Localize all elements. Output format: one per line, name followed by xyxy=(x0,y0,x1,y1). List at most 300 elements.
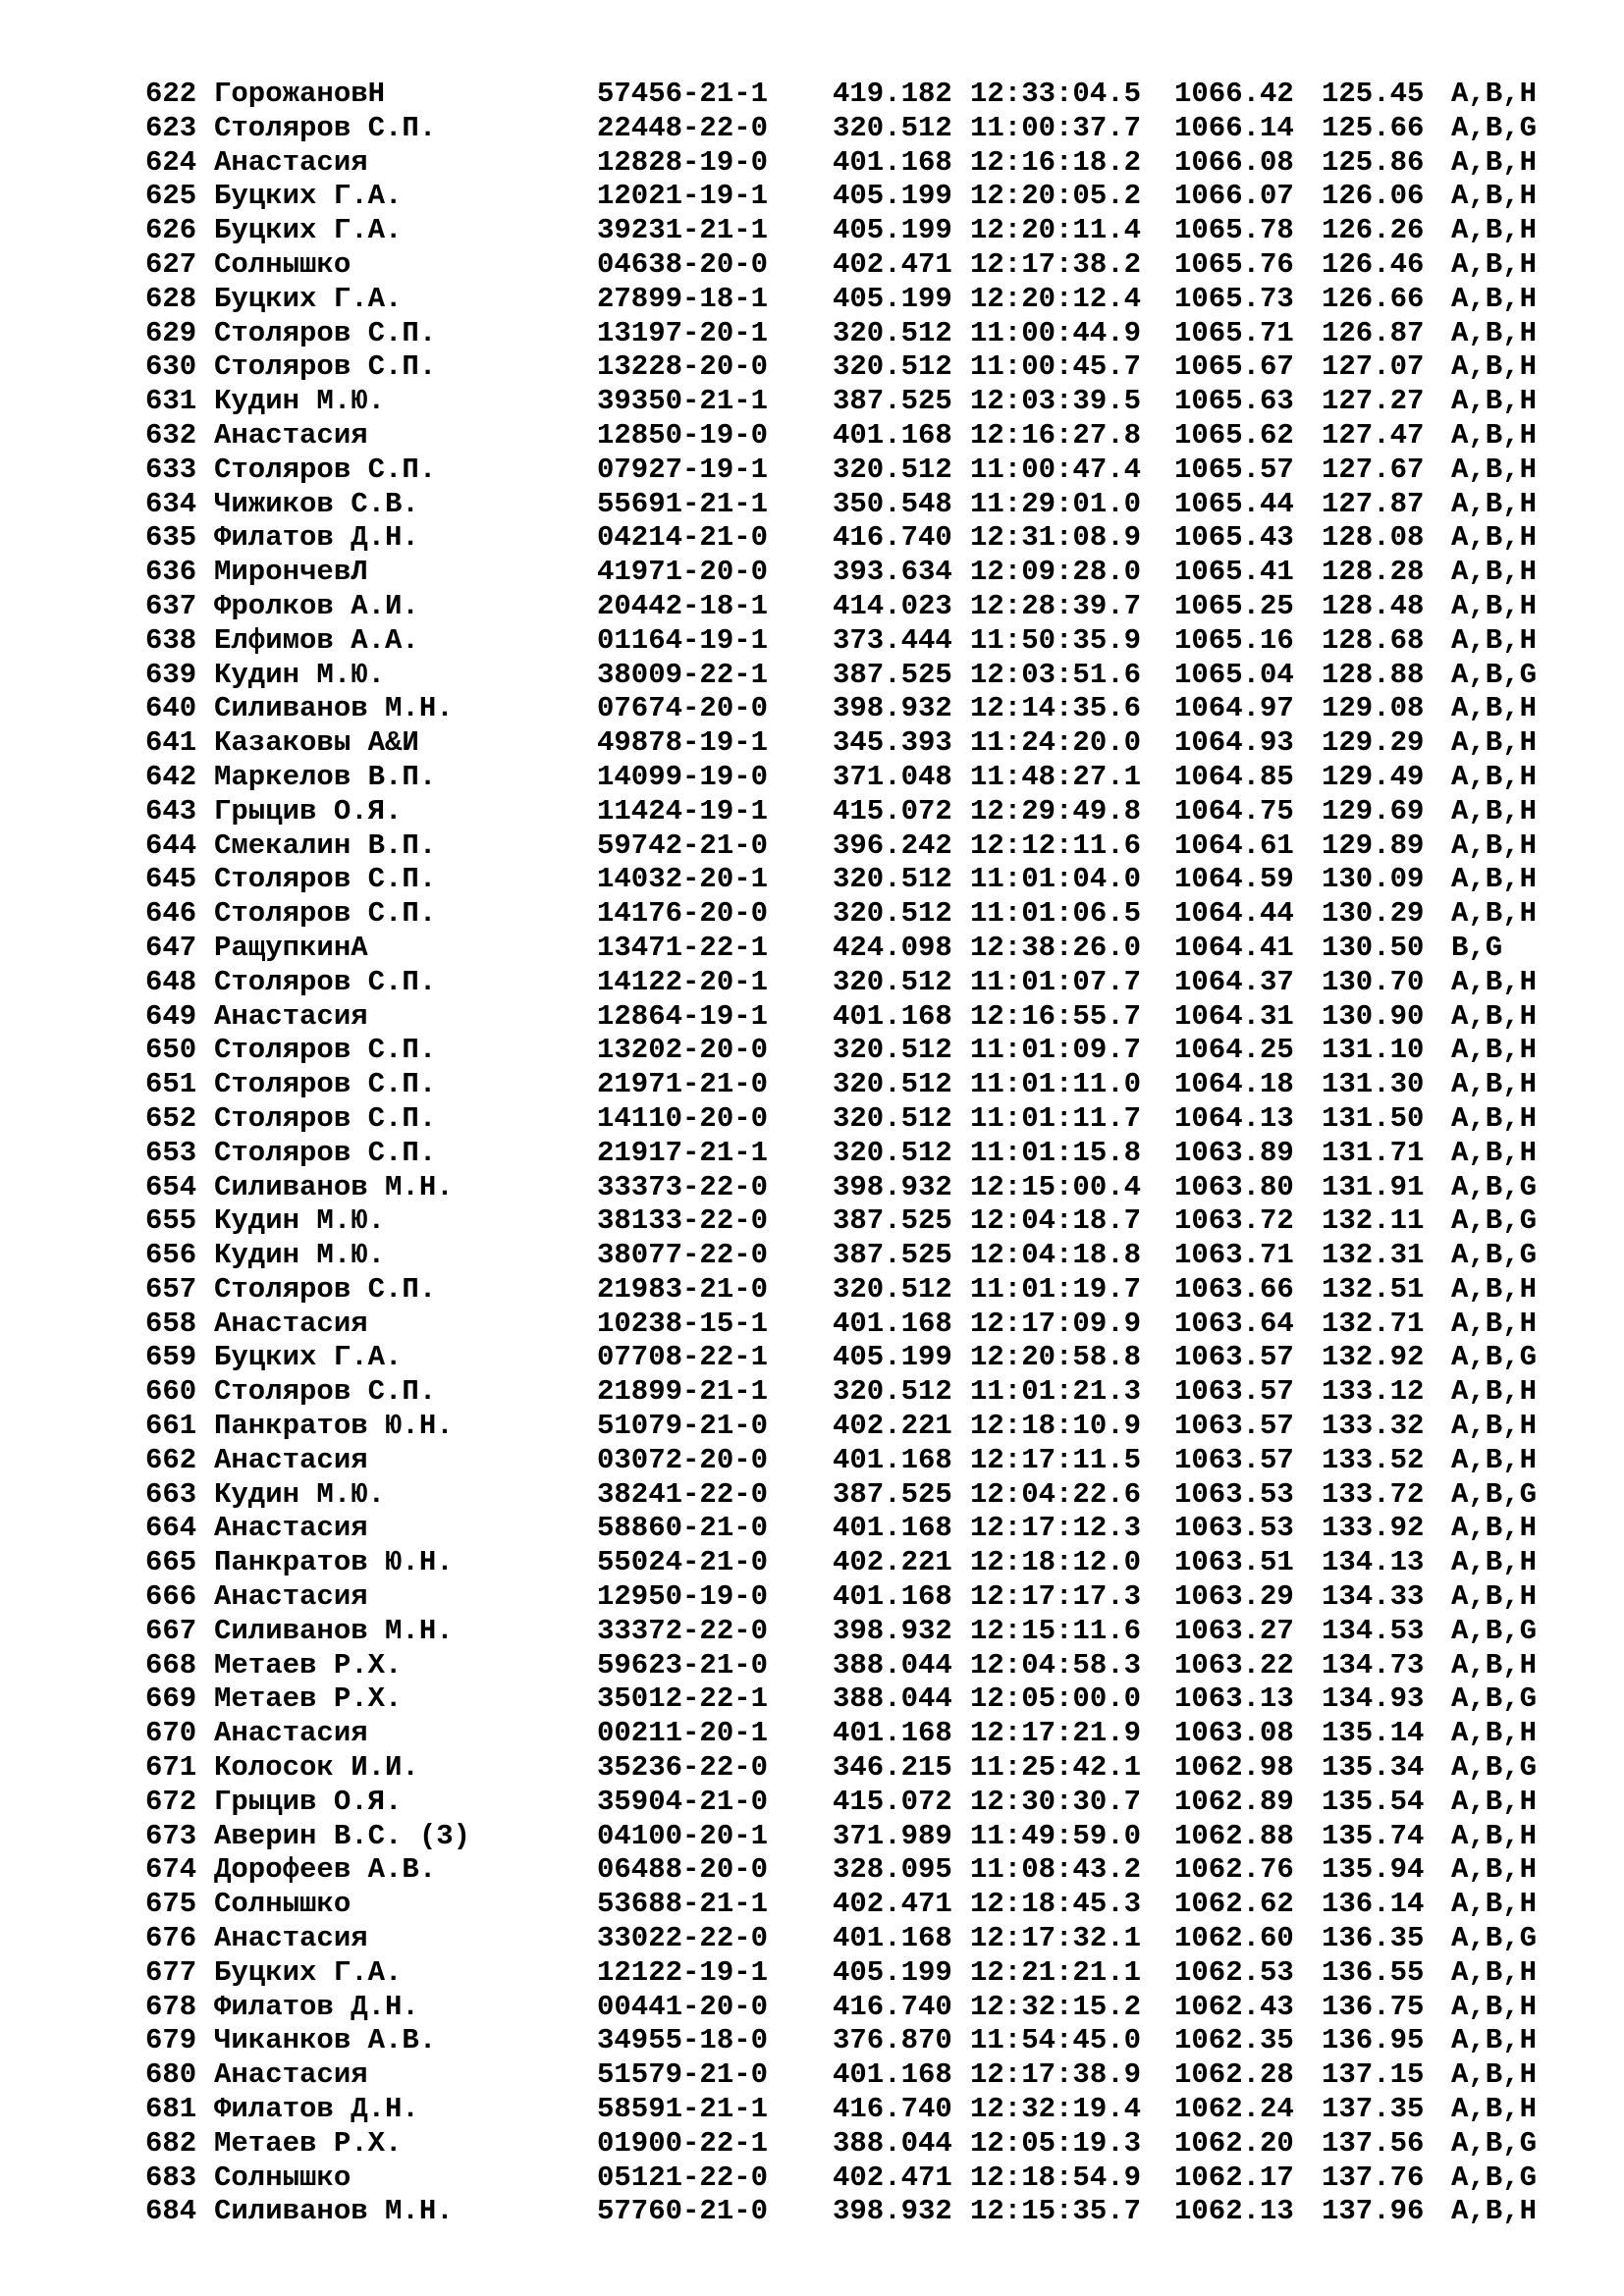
category-codes: A,B,H xyxy=(1451,1580,1538,1614)
participant-name: Филатов Д.Н. xyxy=(214,2093,419,2126)
points-value: 134.93 xyxy=(1322,1682,1425,1716)
category-codes: A,B,G xyxy=(1451,658,1538,691)
place-number: 634 xyxy=(145,487,197,520)
place-number: 633 xyxy=(145,453,197,486)
speed-value: 1064.41 xyxy=(1174,931,1294,964)
ring-number: 57760-21-0 xyxy=(597,2195,769,2228)
speed-value: 1063.57 xyxy=(1174,1443,1294,1476)
place-number: 671 xyxy=(145,1751,197,1785)
place-number: 630 xyxy=(145,350,197,384)
arrival-time: 11:29:01.0 xyxy=(970,487,1142,520)
points-value: 130.09 xyxy=(1322,863,1425,896)
ring-number: 12828-19-0 xyxy=(597,145,769,179)
ring-number: 14032-20-1 xyxy=(597,863,769,896)
place-number: 628 xyxy=(145,282,197,315)
participant-name: Столяров С.П. xyxy=(214,350,437,384)
distance-value: 388.044 xyxy=(833,1648,952,1682)
points-value: 127.87 xyxy=(1322,487,1425,520)
distance-value: 405.199 xyxy=(833,282,952,315)
distance-value: 401.168 xyxy=(833,2058,952,2092)
ring-number: 38241-22-0 xyxy=(597,1477,769,1511)
distance-value: 415.072 xyxy=(833,794,952,828)
speed-value: 1062.24 xyxy=(1174,2093,1294,2126)
ring-number: 11424-19-1 xyxy=(597,794,769,828)
place-number: 627 xyxy=(145,247,197,281)
points-value: 129.29 xyxy=(1322,726,1425,760)
participant-name: Кудин М.Ю. xyxy=(214,1477,386,1511)
place-number: 669 xyxy=(145,1682,197,1716)
arrival-time: 12:32:19.4 xyxy=(970,2093,1142,2126)
participant-name: Столяров С.П. xyxy=(214,1101,437,1135)
distance-value: 387.525 xyxy=(833,658,952,691)
category-codes: A,B,H xyxy=(1451,247,1538,281)
speed-value: 1063.89 xyxy=(1174,1136,1294,1169)
category-codes: A,B,G xyxy=(1451,1204,1538,1238)
category-codes: A,B,H xyxy=(1451,1034,1538,1067)
participant-name: Филатов Д.Н. xyxy=(214,521,419,555)
arrival-time: 12:16:27.8 xyxy=(970,418,1142,452)
distance-value: 387.525 xyxy=(833,1204,952,1238)
category-codes: A,B,H xyxy=(1451,316,1538,349)
arrival-time: 11:01:07.7 xyxy=(970,965,1142,998)
arrival-time: 11:00:44.9 xyxy=(970,316,1142,349)
ring-number: 21971-21-0 xyxy=(597,1068,769,1101)
category-codes: A,B,H xyxy=(1451,385,1538,418)
place-number: 662 xyxy=(145,1443,197,1476)
ring-number: 21983-21-0 xyxy=(597,1272,769,1306)
arrival-time: 11:01:06.5 xyxy=(970,897,1142,931)
distance-value: 320.512 xyxy=(833,1375,952,1409)
points-value: 136.75 xyxy=(1322,1990,1425,2023)
participant-name: Солнышко xyxy=(214,1888,352,1921)
points-value: 131.10 xyxy=(1322,1034,1425,1067)
ring-number: 00211-20-1 xyxy=(597,1717,769,1750)
place-number: 636 xyxy=(145,556,197,589)
place-number: 626 xyxy=(145,214,197,247)
arrival-time: 12:28:39.7 xyxy=(970,589,1142,622)
participant-name: Аверин В.С. (3) xyxy=(214,1819,471,1852)
place-number: 681 xyxy=(145,2093,197,2126)
arrival-time: 11:01:04.0 xyxy=(970,863,1142,896)
ring-number: 21917-21-1 xyxy=(597,1136,769,1169)
place-number: 624 xyxy=(145,145,197,179)
ring-number: 12950-19-0 xyxy=(597,1580,769,1614)
points-value: 131.50 xyxy=(1322,1101,1425,1135)
points-value: 130.70 xyxy=(1322,965,1425,998)
arrival-time: 12:38:26.0 xyxy=(970,931,1142,964)
points-value: 137.56 xyxy=(1322,2126,1425,2160)
arrival-time: 12:03:51.6 xyxy=(970,658,1142,691)
speed-value: 1063.29 xyxy=(1174,1580,1294,1614)
place-number: 659 xyxy=(145,1341,197,1374)
speed-value: 1064.44 xyxy=(1174,897,1294,931)
speed-value: 1062.89 xyxy=(1174,1785,1294,1818)
place-number: 639 xyxy=(145,658,197,691)
arrival-time: 12:18:12.0 xyxy=(970,1546,1142,1579)
participant-name: Кудин М.Ю. xyxy=(214,658,386,691)
points-value: 135.74 xyxy=(1322,1819,1425,1852)
ring-number: 13197-20-1 xyxy=(597,316,769,349)
place-number: 625 xyxy=(145,180,197,213)
arrival-time: 11:54:45.0 xyxy=(970,2024,1142,2057)
ring-number: 04214-21-0 xyxy=(597,521,769,555)
category-codes: A,B,H xyxy=(1451,1888,1538,1921)
speed-value: 1062.17 xyxy=(1174,2161,1294,2194)
ring-number: 06488-20-0 xyxy=(597,1853,769,1887)
category-codes: A,B,H xyxy=(1451,78,1538,110)
ring-number: 14099-19-0 xyxy=(597,760,769,793)
participant-name: Грыцив О.Я. xyxy=(214,794,403,828)
category-codes: A,B,H xyxy=(1451,1648,1538,1682)
points-value: 134.33 xyxy=(1322,1580,1425,1614)
ring-number: 05121-22-0 xyxy=(597,2161,769,2194)
participant-name: Кудин М.Ю. xyxy=(214,1204,386,1238)
ring-number: 49878-19-1 xyxy=(597,726,769,760)
participant-name: Столяров С.П. xyxy=(214,1068,437,1101)
participant-name: Филатов Д.Н. xyxy=(214,1990,419,2023)
distance-value: 320.512 xyxy=(833,111,952,144)
participant-name: Столяров С.П. xyxy=(214,897,437,931)
place-number: 670 xyxy=(145,1717,197,1750)
points-value: 126.46 xyxy=(1322,247,1425,281)
participant-name: РащупкинА xyxy=(214,931,368,964)
place-number: 646 xyxy=(145,897,197,931)
place-number: 640 xyxy=(145,692,197,725)
speed-value: 1063.27 xyxy=(1174,1614,1294,1647)
speed-value: 1062.28 xyxy=(1174,2058,1294,2092)
distance-value: 401.168 xyxy=(833,418,952,452)
ring-number: 12122-19-1 xyxy=(597,1955,769,1989)
place-number: 672 xyxy=(145,1785,197,1818)
ring-number: 14176-20-0 xyxy=(597,897,769,931)
distance-value: 402.471 xyxy=(833,247,952,281)
points-value: 126.06 xyxy=(1322,180,1425,213)
speed-value: 1063.57 xyxy=(1174,1410,1294,1443)
arrival-time: 11:50:35.9 xyxy=(970,623,1142,657)
distance-value: 402.471 xyxy=(833,2161,952,2194)
ring-number: 33373-22-0 xyxy=(597,1170,769,1203)
category-codes: A,B,H xyxy=(1451,965,1538,998)
points-value: 129.89 xyxy=(1322,828,1425,862)
category-codes: A,B,H xyxy=(1451,760,1538,793)
speed-value: 1064.97 xyxy=(1174,692,1294,725)
distance-value: 401.168 xyxy=(833,1922,952,1955)
arrival-time: 12:31:08.9 xyxy=(970,521,1142,555)
ring-number: 10238-15-1 xyxy=(597,1307,769,1340)
place-number: 658 xyxy=(145,1307,197,1340)
speed-value: 1064.13 xyxy=(1174,1101,1294,1135)
participant-name: Анастасия xyxy=(214,1580,368,1614)
arrival-time: 11:01:09.7 xyxy=(970,1034,1142,1067)
place-number: 666 xyxy=(145,1580,197,1614)
speed-value: 1063.57 xyxy=(1174,1375,1294,1409)
distance-value: 401.168 xyxy=(833,1512,952,1545)
participant-name: Фролков А.И. xyxy=(214,589,419,622)
points-value: 126.26 xyxy=(1322,214,1425,247)
arrival-time: 12:04:58.3 xyxy=(970,1648,1142,1682)
speed-value: 1064.75 xyxy=(1174,794,1294,828)
distance-value: 388.044 xyxy=(833,2126,952,2160)
participant-name: Столяров С.П. xyxy=(214,863,437,896)
speed-value: 1063.71 xyxy=(1174,1239,1294,1272)
speed-value: 1064.18 xyxy=(1174,1068,1294,1101)
distance-value: 388.044 xyxy=(833,1682,952,1716)
speed-value: 1062.20 xyxy=(1174,2126,1294,2160)
category-codes: A,B,H xyxy=(1451,214,1538,247)
arrival-time: 12:29:49.8 xyxy=(970,794,1142,828)
distance-value: 373.444 xyxy=(833,623,952,657)
arrival-time: 12:17:17.3 xyxy=(970,1580,1142,1614)
ring-number: 07708-22-1 xyxy=(597,1341,769,1374)
ring-number: 03072-20-0 xyxy=(597,1443,769,1476)
ring-number: 38009-22-1 xyxy=(597,658,769,691)
participant-name: Буцких Г.А. xyxy=(214,180,403,213)
place-number: 635 xyxy=(145,521,197,555)
ring-number: 04638-20-0 xyxy=(597,247,769,281)
points-value: 129.49 xyxy=(1322,760,1425,793)
points-value: 130.90 xyxy=(1322,999,1425,1033)
arrival-time: 12:17:11.5 xyxy=(970,1443,1142,1476)
speed-value: 1065.41 xyxy=(1174,556,1294,589)
participant-name: Анастасия xyxy=(214,999,368,1033)
participant-name: Анастасия xyxy=(214,1717,368,1750)
speed-value: 1065.04 xyxy=(1174,658,1294,691)
place-number: 675 xyxy=(145,1888,197,1921)
arrival-time: 12:04:22.6 xyxy=(970,1477,1142,1511)
arrival-time: 12:21:21.1 xyxy=(970,1955,1142,1989)
distance-value: 401.168 xyxy=(833,999,952,1033)
distance-value: 346.215 xyxy=(833,1751,952,1785)
place-number: 648 xyxy=(145,965,197,998)
arrival-time: 11:00:45.7 xyxy=(970,350,1142,384)
arrival-time: 12:15:35.7 xyxy=(970,2195,1142,2228)
distance-value: 401.168 xyxy=(833,145,952,179)
category-codes: A,B,H xyxy=(1451,1307,1538,1340)
ring-number: 12850-19-0 xyxy=(597,418,769,452)
category-codes: A,B,H xyxy=(1451,453,1538,486)
arrival-time: 12:32:15.2 xyxy=(970,1990,1142,2023)
place-number: 677 xyxy=(145,1955,197,1989)
speed-value: 1063.53 xyxy=(1174,1512,1294,1545)
arrival-time: 12:17:21.9 xyxy=(970,1717,1142,1750)
category-codes: A,B,H xyxy=(1451,1068,1538,1101)
arrival-time: 11:01:11.0 xyxy=(970,1068,1142,1101)
points-value: 127.47 xyxy=(1322,418,1425,452)
participant-name: Буцких Г.А. xyxy=(214,282,403,315)
distance-value: 415.072 xyxy=(833,1785,952,1818)
category-codes: A,B,H xyxy=(1451,2195,1538,2228)
category-codes: A,B,H xyxy=(1451,1990,1538,2023)
category-codes: A,B,G xyxy=(1451,1239,1538,1272)
speed-value: 1065.44 xyxy=(1174,487,1294,520)
points-value: 132.11 xyxy=(1322,1204,1425,1238)
speed-value: 1063.08 xyxy=(1174,1717,1294,1750)
ring-number: 04100-20-1 xyxy=(597,1819,769,1852)
points-value: 129.69 xyxy=(1322,794,1425,828)
distance-value: 401.168 xyxy=(833,1443,952,1476)
participant-name: Панкратов Ю.Н. xyxy=(214,1546,454,1579)
category-codes: A,B,H xyxy=(1451,863,1538,896)
category-codes: A,B,H xyxy=(1451,180,1538,213)
distance-value: 328.095 xyxy=(833,1853,952,1887)
points-value: 130.29 xyxy=(1322,897,1425,931)
ring-number: 35236-22-0 xyxy=(597,1751,769,1785)
arrival-time: 12:15:11.6 xyxy=(970,1614,1142,1647)
distance-value: 320.512 xyxy=(833,453,952,486)
place-number: 661 xyxy=(145,1410,197,1443)
speed-value: 1065.25 xyxy=(1174,589,1294,622)
distance-value: 405.199 xyxy=(833,1955,952,1989)
arrival-time: 11:48:27.1 xyxy=(970,760,1142,793)
ring-number: 33372-22-0 xyxy=(597,1614,769,1647)
category-codes: A,B,H xyxy=(1451,418,1538,452)
category-codes: A,B,H xyxy=(1451,1717,1538,1750)
points-value: 125.86 xyxy=(1322,145,1425,179)
participant-name: Грыцив О.Я. xyxy=(214,1785,403,1818)
arrival-time: 12:20:05.2 xyxy=(970,180,1142,213)
distance-value: 401.168 xyxy=(833,1307,952,1340)
arrival-time: 11:01:11.7 xyxy=(970,1101,1142,1135)
speed-value: 1065.67 xyxy=(1174,350,1294,384)
place-number: 673 xyxy=(145,1819,197,1852)
participant-name: Буцких Г.А. xyxy=(214,1955,403,1989)
participant-name: ГорожановН xyxy=(214,78,386,110)
ring-number: 39350-21-1 xyxy=(597,385,769,418)
distance-value: 416.740 xyxy=(833,521,952,555)
points-value: 131.71 xyxy=(1322,1136,1425,1169)
arrival-time: 11:24:20.0 xyxy=(970,726,1142,760)
speed-value: 1062.35 xyxy=(1174,2024,1294,2057)
points-value: 137.96 xyxy=(1322,2195,1425,2228)
ring-number: 34955-18-0 xyxy=(597,2024,769,2057)
distance-value: 416.740 xyxy=(833,2093,952,2126)
points-value: 128.48 xyxy=(1322,589,1425,622)
points-value: 129.08 xyxy=(1322,692,1425,725)
ring-number: 27899-18-1 xyxy=(597,282,769,315)
points-value: 128.28 xyxy=(1322,556,1425,589)
category-codes: A,B,H xyxy=(1451,1785,1538,1818)
arrival-time: 12:20:11.4 xyxy=(970,214,1142,247)
points-value: 128.08 xyxy=(1322,521,1425,555)
category-codes: A,B,G xyxy=(1451,1751,1538,1785)
place-number: 663 xyxy=(145,1477,197,1511)
distance-value: 320.512 xyxy=(833,1272,952,1306)
category-codes: A,B,H xyxy=(1451,1853,1538,1887)
place-number: 657 xyxy=(145,1272,197,1306)
distance-value: 320.512 xyxy=(833,1068,952,1101)
participant-name: Столяров С.П. xyxy=(214,1136,437,1169)
speed-value: 1065.76 xyxy=(1174,247,1294,281)
distance-value: 402.221 xyxy=(833,1546,952,1579)
participant-name: Казаковы А&И xyxy=(214,726,419,760)
ring-number: 51579-21-0 xyxy=(597,2058,769,2092)
arrival-time: 12:17:38.2 xyxy=(970,247,1142,281)
ring-number: 20442-18-1 xyxy=(597,589,769,622)
arrival-time: 12:17:12.3 xyxy=(970,1512,1142,1545)
category-codes: A,B,G xyxy=(1451,1170,1538,1203)
ring-number: 55691-21-1 xyxy=(597,487,769,520)
category-codes: A,B,H xyxy=(1451,692,1538,725)
arrival-time: 12:04:18.8 xyxy=(970,1239,1142,1272)
distance-value: 376.870 xyxy=(833,2024,952,2057)
points-value: 136.95 xyxy=(1322,2024,1425,2057)
place-number: 638 xyxy=(145,623,197,657)
participant-name: Елфимов А.А. xyxy=(214,623,419,657)
arrival-time: 12:18:10.9 xyxy=(970,1410,1142,1443)
speed-value: 1064.59 xyxy=(1174,863,1294,896)
ring-number: 22448-22-0 xyxy=(597,111,769,144)
distance-value: 320.512 xyxy=(833,1101,952,1135)
speed-value: 1064.37 xyxy=(1174,965,1294,998)
distance-value: 396.242 xyxy=(833,828,952,862)
category-codes: B,G xyxy=(1451,931,1503,964)
arrival-time: 12:04:18.7 xyxy=(970,1204,1142,1238)
place-number: 643 xyxy=(145,794,197,828)
points-value: 134.53 xyxy=(1322,1614,1425,1647)
speed-value: 1062.13 xyxy=(1174,2195,1294,2228)
distance-value: 320.512 xyxy=(833,1136,952,1169)
arrival-time: 11:49:59.0 xyxy=(970,1819,1142,1852)
speed-value: 1064.31 xyxy=(1174,999,1294,1033)
arrival-time: 11:25:42.1 xyxy=(970,1751,1142,1785)
speed-value: 1062.98 xyxy=(1174,1751,1294,1785)
distance-value: 401.168 xyxy=(833,1580,952,1614)
ring-number: 07927-19-1 xyxy=(597,453,769,486)
participant-name: Колосок И.И. xyxy=(214,1751,419,1785)
category-codes: A,B,H xyxy=(1451,1101,1538,1135)
ring-number: 07674-20-0 xyxy=(597,692,769,725)
arrival-time: 12:14:35.6 xyxy=(970,692,1142,725)
points-value: 132.51 xyxy=(1322,1272,1425,1306)
speed-value: 1065.16 xyxy=(1174,623,1294,657)
participant-name: Чижиков С.В. xyxy=(214,487,419,520)
points-value: 136.35 xyxy=(1322,1922,1425,1955)
distance-value: 320.512 xyxy=(833,1034,952,1067)
category-codes: A,B,H xyxy=(1451,487,1538,520)
speed-value: 1066.14 xyxy=(1174,111,1294,144)
points-value: 134.73 xyxy=(1322,1648,1425,1682)
category-codes: A,B,G xyxy=(1451,111,1538,144)
place-number: 629 xyxy=(145,316,197,349)
place-number: 652 xyxy=(145,1101,197,1135)
points-value: 125.66 xyxy=(1322,111,1425,144)
distance-value: 320.512 xyxy=(833,863,952,896)
place-number: 655 xyxy=(145,1204,197,1238)
points-value: 137.15 xyxy=(1322,2058,1425,2092)
distance-value: 320.512 xyxy=(833,965,952,998)
category-codes: A,B,H xyxy=(1451,828,1538,862)
distance-value: 320.512 xyxy=(833,897,952,931)
category-codes: A,B,H xyxy=(1451,1272,1538,1306)
speed-value: 1062.53 xyxy=(1174,1955,1294,1989)
points-value: 134.13 xyxy=(1322,1546,1425,1579)
distance-value: 401.168 xyxy=(833,1717,952,1750)
points-value: 135.94 xyxy=(1322,1853,1425,1887)
arrival-time: 12:05:00.0 xyxy=(970,1682,1142,1716)
participant-name: Кудин М.Ю. xyxy=(214,1239,386,1272)
place-number: 623 xyxy=(145,111,197,144)
place-number: 682 xyxy=(145,2126,197,2160)
participant-name: Силиванов М.Н. xyxy=(214,692,454,725)
distance-value: 398.932 xyxy=(833,2195,952,2228)
place-number: 632 xyxy=(145,418,197,452)
place-number: 683 xyxy=(145,2161,197,2194)
category-codes: A,B,H xyxy=(1451,794,1538,828)
ring-number: 13471-22-1 xyxy=(597,931,769,964)
place-number: 637 xyxy=(145,589,197,622)
points-value: 137.35 xyxy=(1322,2093,1425,2126)
distance-value: 320.512 xyxy=(833,350,952,384)
